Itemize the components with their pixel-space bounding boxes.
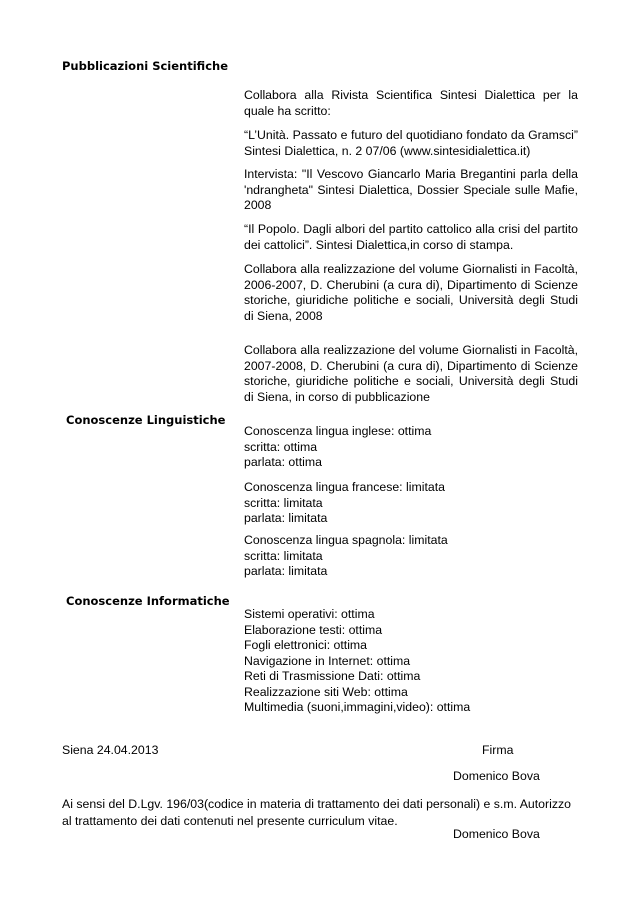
publication-item: Collabora alla realizzazione del volume Giornalisti in Facoltà, 2006-2007, D. Cherubini (a cura di), Dipartimento di Scienze storiche, giuridiche politiche e sociali, Università degli Studi di Siena, 2008: [244, 262, 578, 323]
computer-skill-item: Reti di Trasmissione Dati: ottima: [244, 669, 421, 683]
signature-name: Domenico Bova: [453, 769, 540, 783]
computer-skill-item: Navigazione in Internet: ottima: [244, 653, 411, 668]
place-date: Siena 24.04.2013: [62, 743, 159, 757]
language-written: scritta: limitata: [244, 495, 323, 510]
language-group: [244, 480, 578, 527]
publication-item: Intervista: "Il Vescovo Giancarlo Maria Bregantini parla della 'ndrangheta" Sintesi Dialettica, Dossier Speciale sulle Mafie, 2008: [244, 167, 578, 212]
computer-skill-item: Sistemi operativi: ottima: [244, 607, 375, 621]
language-group: [244, 533, 578, 580]
language-written: scritta: limitata: [244, 548, 323, 563]
language-spoken: parlata: ottima: [244, 455, 322, 469]
signature-label: Firma: [482, 743, 514, 757]
language-title: Conoscenza lingua spagnola: limitata: [244, 533, 448, 547]
computer-skills-list: [244, 607, 578, 716]
language-title: Conoscenza lingua inglese: ottima: [244, 424, 432, 438]
language-written: scritta: ottima: [244, 439, 318, 454]
publication-item: “L’Unità. Passato e futuro del quotidiano fondato da Gramsci” Sintesi Dialettica, n. 2 07/06 (www.sintesidialettica.it): [244, 128, 578, 158]
language-group: [244, 424, 578, 471]
computer-skill-item: Realizzazione siti Web: ottima: [244, 684, 408, 699]
language-title: Conoscenza lingua francese: limitata: [244, 480, 445, 494]
computer-skill-item: Fogli elettronici: ottima: [244, 638, 368, 652]
publication-item: Collabora alla Rivista Scientifica Sintesi Dialettica per la quale ha scritto:: [244, 88, 578, 118]
section-label-languages: Conoscenze Linguistiche: [66, 413, 226, 427]
section-label-computer: Conoscenze Informatiche: [66, 594, 230, 608]
publication-item: Collabora alla realizzazione del volume Giornalisti in Facoltà, 2007-2008, D. Cherubini (a cura di), Dipartimento di Scienze storiche, giuridiche politiche e sociali, Università degli Studi di Siena, in corso di pubblicazione: [244, 343, 578, 404]
publication-item: “Il Popolo. Dagli albori del partito cattolico alla crisi del partito dei cattolici”. Sintesi Dialettica,in corso di stampa.: [244, 222, 578, 252]
language-spoken: parlata: limitata: [244, 511, 328, 525]
signature-name-repeat: Domenico Bova: [453, 827, 540, 841]
language-spoken: parlata: limitata: [244, 564, 328, 578]
computer-skill-item: Multimedia (suoni,immagini,video): ottima: [244, 700, 471, 714]
section-label-publications: Pubblicazioni Scientifiche: [62, 59, 229, 73]
privacy-note: Ai sensi del D.Lgv. 196/03(codice in materia di trattamento dei dati personali) e s.m. Autorizzo al trattamento dei dati contenuti nel presente curriculum vitae.: [62, 797, 571, 828]
computer-skill-item: Elaborazione testi: ottima: [244, 622, 383, 637]
